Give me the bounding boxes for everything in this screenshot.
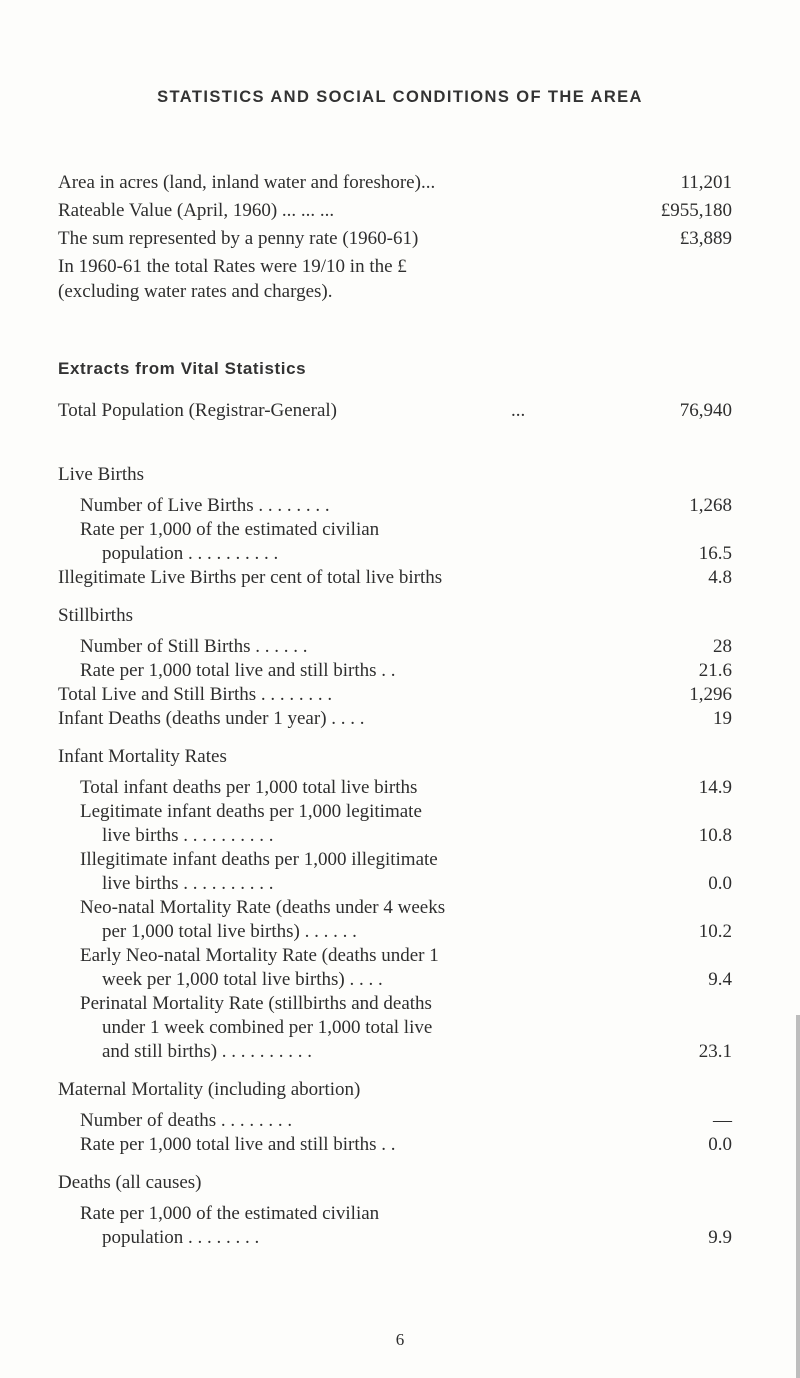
rateable-value-label: Rateable Value (April, 1960) ... ... ... — [58, 200, 335, 221]
legitimate-deaths-line2: live births . . . . . . . . . . — [102, 825, 274, 846]
still-births-rate-value: 21.6 — [698, 660, 732, 681]
neo-natal-value: 10.2 — [698, 921, 732, 942]
infant-deaths-label: Infant Deaths (deaths under 1 year) . . . . — [58, 708, 365, 729]
total-rates-line1: In 1960-61 the total Rates were 19/10 in the £ — [58, 256, 407, 277]
illegitimate-deaths-line1: Illegitimate infant deaths per 1,000 illegitimate — [80, 849, 438, 870]
total-rates-line2: (excluding water rates and charges). — [58, 281, 333, 302]
early-neo-natal-value: 9.4 — [708, 969, 732, 990]
early-neo-natal-line2: week per 1,000 total live births) . . . . — [102, 969, 383, 990]
infant-mortality-title: Infant Mortality Rates — [58, 746, 227, 767]
illegitimate-births-value: 4.8 — [708, 567, 732, 588]
maternal-mortality-title: Maternal Mortality (including abortion) — [58, 1079, 361, 1100]
total-population-dots: ... — [511, 400, 526, 421]
live-births-rate-line2: population . . . . . . . . . . — [102, 543, 279, 564]
deaths-rate-line2: population . . . . . . . . — [102, 1227, 260, 1248]
page-number: 6 — [395, 1330, 405, 1349]
live-births-rate-line1: Rate per 1,000 of the estimated civilian — [80, 519, 380, 540]
penny-rate-label: The sum represented by a penny rate (1960-61) — [58, 228, 419, 249]
maternal-rate-value: 0.0 — [708, 1134, 732, 1155]
infant-deaths-value: 19 — [713, 708, 732, 729]
illegitimate-deaths-value: 0.0 — [708, 873, 732, 894]
perinatal-line3: and still births) . . . . . . . . . . — [102, 1041, 313, 1062]
illegitimate-births-label: Illegitimate Live Births per cent of total live births — [58, 567, 443, 588]
neo-natal-line1: Neo-natal Mortality Rate (deaths under 4 weeks — [80, 897, 446, 918]
still-births-number-value: 28 — [713, 636, 732, 657]
page-heading: STATISTICS AND SOCIAL CONDITIONS OF THE AREA — [157, 88, 643, 106]
perinatal-line1: Perinatal Mortality Rate (stillbirths and deaths — [80, 993, 432, 1014]
live-births-rate-value: 16.5 — [698, 543, 732, 564]
legitimate-deaths-line1: Legitimate infant deaths per 1,000 legitimate — [80, 801, 422, 822]
still-births-number-label: Number of Still Births . . . . . . — [80, 636, 308, 657]
deaths-rate-value: 9.9 — [708, 1227, 732, 1248]
neo-natal-line2: per 1,000 total live births) . . . . . . — [102, 921, 357, 942]
stillbirths-title: Stillbirths — [58, 605, 133, 626]
live-births-number-value: 1,268 — [689, 495, 732, 516]
penny-rate-value: £3,889 — [679, 228, 732, 249]
total-infant-deaths-value: 14.9 — [698, 777, 732, 798]
still-births-rate-label: Rate per 1,000 total live and still births . . — [80, 660, 396, 681]
total-population-label: Total Population (Registrar-General) — [58, 400, 337, 421]
deaths-rate-line1: Rate per 1,000 of the estimated civilian — [80, 1203, 380, 1224]
perinatal-line2: under 1 week combined per 1,000 total live — [102, 1017, 433, 1038]
maternal-rate-label: Rate per 1,000 total live and still births . . — [80, 1134, 396, 1155]
total-infant-deaths-label: Total infant deaths per 1,000 total live births — [80, 777, 418, 798]
area-acres-value: 11,201 — [680, 172, 732, 193]
page-edge-shadow — [796, 1015, 800, 1378]
maternal-deaths-number-label: Number of deaths . . . . . . . . — [80, 1110, 293, 1131]
live-births-number-label: Number of Live Births . . . . . . . . — [80, 495, 330, 516]
deaths-title: Deaths (all causes) — [58, 1172, 202, 1193]
extracts-title: Extracts from Vital Statistics — [58, 359, 307, 378]
maternal-deaths-number-value: — — [713, 1110, 732, 1131]
legitimate-deaths-value: 10.8 — [698, 825, 732, 846]
rateable-value-value: £955,180 — [660, 200, 732, 221]
total-live-still-label: Total Live and Still Births . . . . . . . . — [58, 684, 333, 705]
live-births-title: Live Births — [58, 464, 145, 485]
early-neo-natal-line1: Early Neo-natal Mortality Rate (deaths under 1 — [80, 945, 439, 966]
perinatal-value: 23.1 — [698, 1041, 732, 1062]
total-population-value: 76,940 — [679, 400, 732, 421]
area-acres-label: Area in acres (land, inland water and foreshore)... — [58, 172, 436, 193]
total-live-still-value: 1,296 — [689, 684, 732, 705]
illegitimate-deaths-line2: live births . . . . . . . . . . — [102, 873, 274, 894]
